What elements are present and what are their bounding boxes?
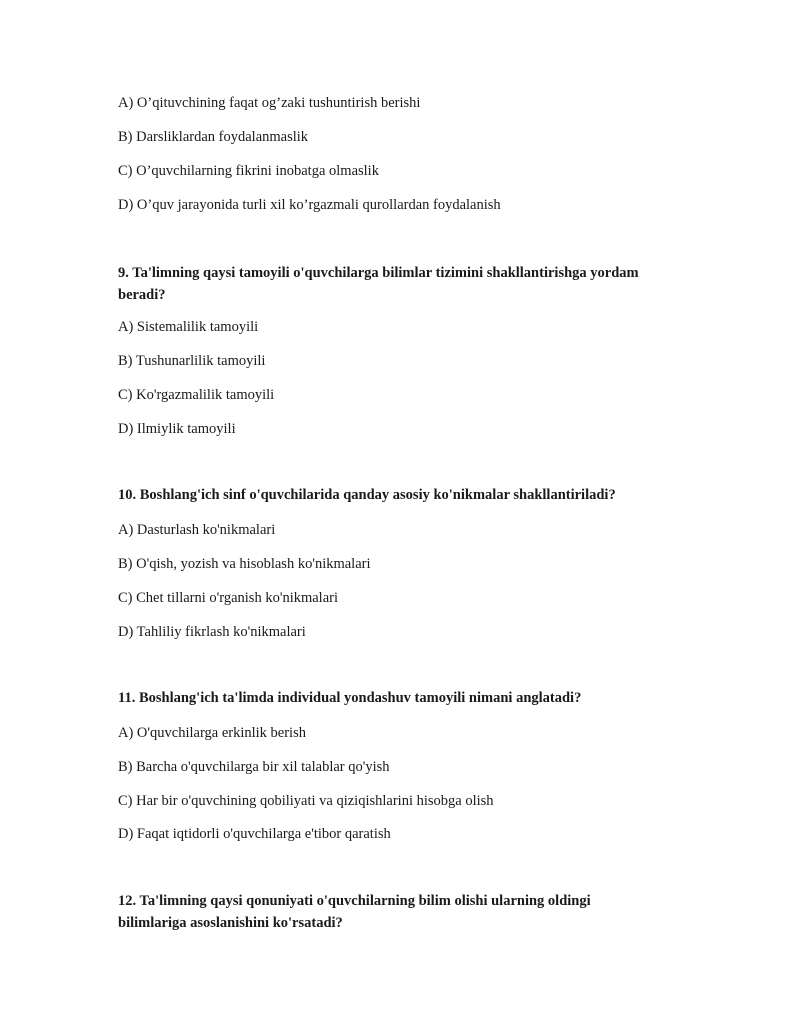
question-12: 12. Ta'limning qaysi qonuniyati o'quvchilarning bilim olishi ularning oldingi bilimlariga asoslanishini ko'rsatadi? — [118, 893, 591, 931]
answer-option-b: B) Darsliklardan foydalanmaslik — [118, 129, 309, 145]
answer-option-b: B) Barcha o'quvchilarga bir xil talablar qo'yish — [118, 759, 390, 775]
answer-option-b: B) O'qish, yozish va hisoblash ko'nikmalari — [118, 556, 371, 572]
answer-option-c: C) Chet tillarni o'rganish ko'nikmalari — [118, 590, 339, 606]
answer-option-d: D) Faqat iqtidorli o'quvchilarga e'tibor qaratish — [118, 826, 391, 842]
answer-option-a: A) O'quvchilarga erkinlik berish — [118, 725, 306, 741]
question-9: 9. Ta'limning qaysi tamoyili o'quvchilarga bilimlar tizimini shakllantirishga yordam beradi? — [118, 265, 639, 303]
answer-option-a: A) Sistemalilik tamoyili — [118, 319, 259, 335]
question-10: 10. Boshlang'ich sinf o'quvchilarida qanday asosiy ko'nikmalar shakllantiriladi? — [118, 487, 616, 503]
answer-option-d: D) Tahliliy fikrlash ko'nikmalari — [118, 624, 306, 640]
answer-option-a: A) Dasturlash ko'nikmalari — [118, 522, 276, 538]
question-11: 11. Boshlang'ich ta'limda individual yondashuv tamoyili nimani anglatadi? — [118, 690, 582, 706]
answer-option-b: B) Tushunarlilik tamoyili — [118, 353, 266, 369]
answer-option-a: A) O’qituvchining faqat og’zaki tushuntirish berishi — [118, 95, 421, 111]
answer-option-d: D) Ilmiylik tamoyili — [118, 421, 236, 437]
answer-option-c: C) O’quvchilarning fikrini inobatga olmaslik — [118, 163, 379, 179]
answer-option-c: C) Ko'rgazmalilik tamoyili — [118, 387, 275, 403]
answer-option-c: C) Har bir o'quvchining qobiliyati va qiziqishlarini hisobga olish — [118, 793, 494, 809]
answer-option-d: D) O’quv jarayonida turli xil ko’rgazmali qurollardan foydalanish — [118, 197, 501, 213]
